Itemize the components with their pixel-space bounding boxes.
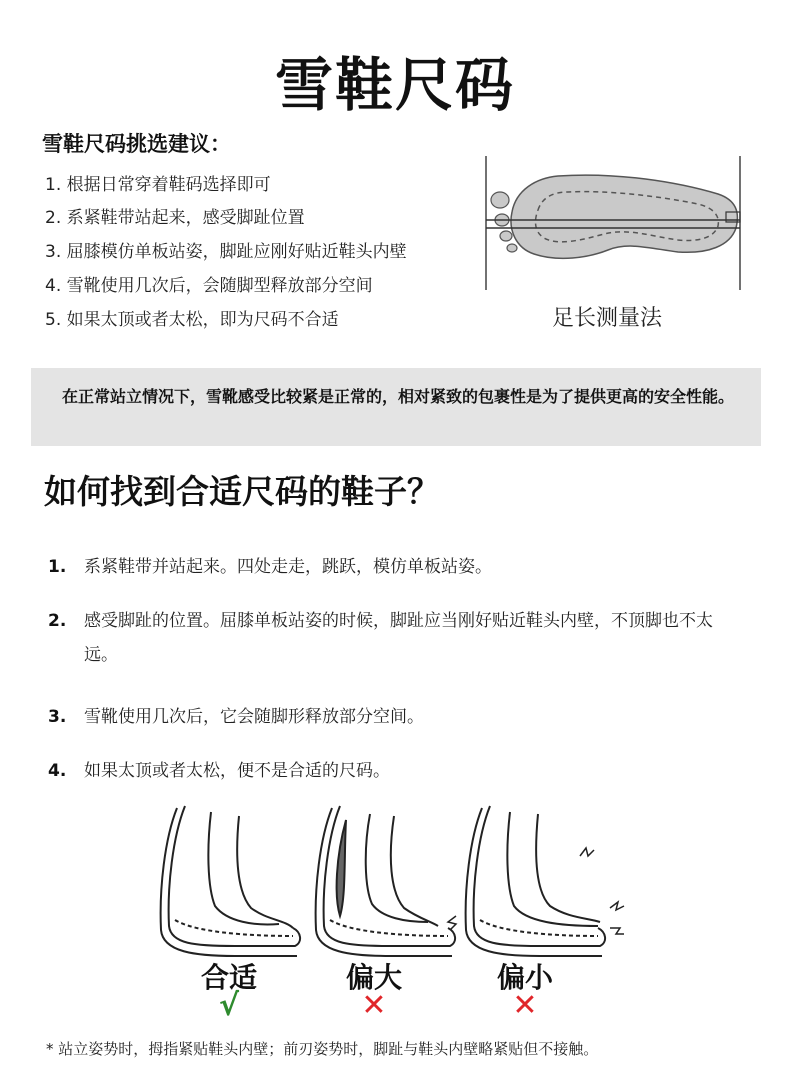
advice-item: 1. 根据日常穿着鞋码选择即可 xyxy=(45,175,271,195)
advice-heading: 雪鞋尺码挑选建议： xyxy=(42,132,231,156)
boot-too-small xyxy=(448,806,624,956)
step-text: 感受脚趾的位置。屈膝单板站姿的时候，脚趾应当刚好贴近鞋头内壁，不顶脚也不太远。 xyxy=(84,611,713,665)
advice-item: 5. 如果太顶或者太松，即为尺码不合适 xyxy=(45,310,339,330)
step-number: 3. xyxy=(48,707,67,727)
step-item xyxy=(48,550,764,584)
boot-too-big xyxy=(316,806,455,956)
step-number: 1. xyxy=(48,557,67,577)
boot-fit-illustrations xyxy=(155,796,635,966)
step-text: 如果太顶或者太松，便不是合适的尺码。 xyxy=(84,761,390,781)
fit-label-big: 偏大 xyxy=(345,961,402,994)
advice-item: 2. 系紧鞋带站起来，感受脚趾位置 xyxy=(45,208,305,228)
step-item xyxy=(48,700,764,734)
boot-good-fit xyxy=(161,806,300,956)
step-text: 雪靴使用几次后，它会随脚形释放部分空间。 xyxy=(84,707,424,727)
footnote: * 站立姿势时，拇指紧贴鞋头内壁；前刃姿势时，脚趾与鞋头内壁略紧贴但不接触。 xyxy=(46,1040,599,1058)
cross-icon: ✕ xyxy=(361,988,387,1023)
fit-label-good: 合适 xyxy=(200,961,257,994)
safety-note-box xyxy=(31,368,761,446)
step-number: 4. xyxy=(48,761,67,781)
safety-note-text: 在正常站立情况下，雪靴感受比较紧是正常的，相对紧致的包裹性是为了提供更高的安全性能。 xyxy=(62,387,735,406)
foot-diagram-caption: 足长测量法 xyxy=(552,306,663,331)
step-item xyxy=(48,754,764,788)
step-item xyxy=(48,604,734,672)
foot-length-diagram xyxy=(478,150,750,300)
step-number: 2. xyxy=(48,611,67,631)
advice-item: 3. 屈膝模仿单板站姿，脚趾应刚好贴近鞋头内壁 xyxy=(45,242,407,262)
cross-icon: ✕ xyxy=(512,988,538,1023)
fit-label-small: 偏小 xyxy=(496,961,553,994)
page-title: 雪鞋尺码 xyxy=(274,51,515,119)
advice-item: 4. 雪靴使用几次后，会随脚型释放部分空间 xyxy=(45,276,373,296)
section-heading: 如何找到合适尺码的鞋子？ xyxy=(44,472,440,511)
step-text: 系紧鞋带并站起来。四处走走，跳跃，模仿单板站姿。 xyxy=(84,557,492,577)
check-icon: √ xyxy=(218,988,239,1023)
